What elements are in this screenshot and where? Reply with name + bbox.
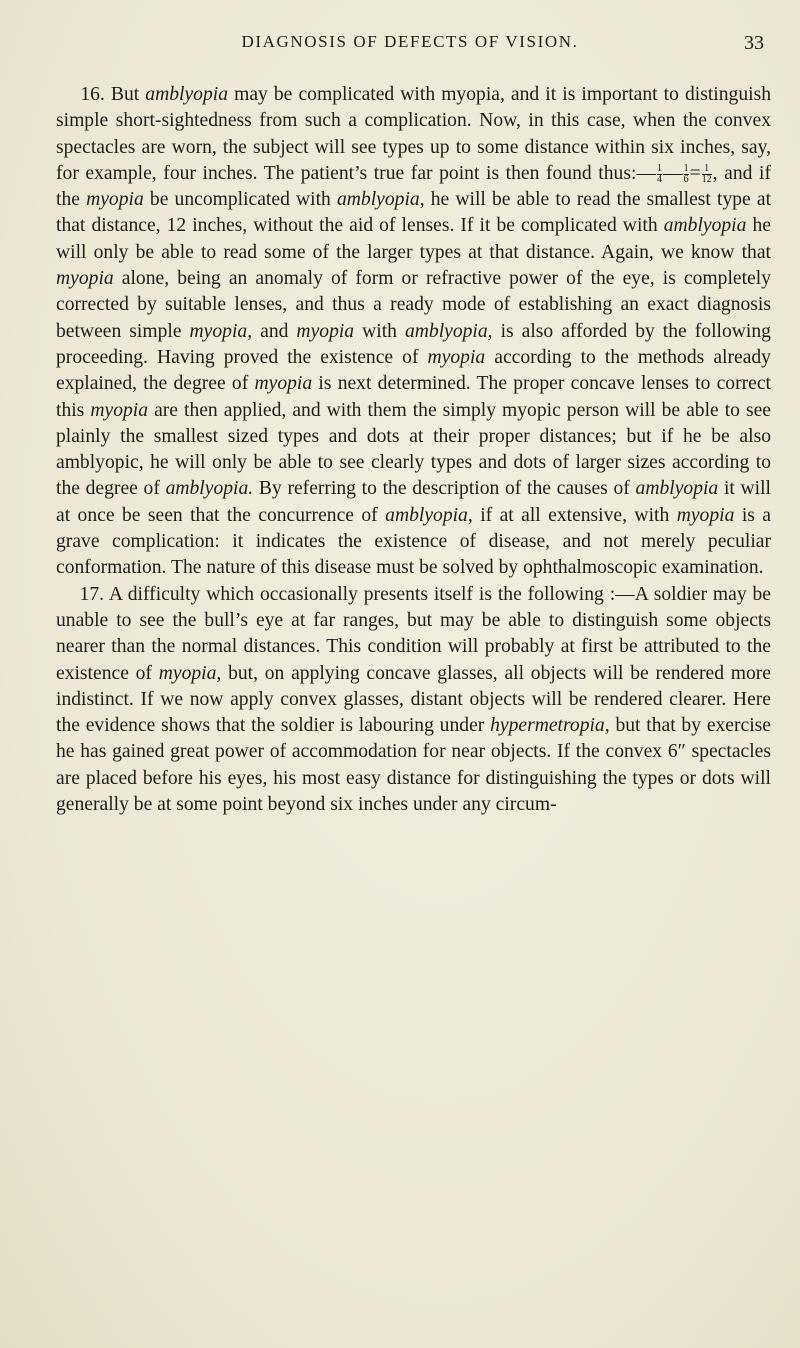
text-run: it will at once be seen that the concurrence of (56, 478, 772, 526)
italic-term: myopia (296, 320, 355, 342)
italic-term: myopia (56, 268, 114, 290)
page-number: 33 (744, 32, 764, 54)
fraction: $\frac{1}{6}$ (683, 162, 689, 185)
text-run: if at all extensive, with (480, 504, 670, 526)
running-head: DIAGNOSIS OF DEFECTS OF VISION. (241, 32, 579, 51)
italic-term: amblyopia. (165, 478, 254, 500)
text-run: according to the methods already explained, the degree of (56, 346, 771, 395)
text-run: A difficulty which occasionally presents itself is the following :—A soldier may be unable to see the bull’s eye at far ranges, but may be able to distinguish some objects nearer than the normal distances. This condition will probably at first be attributed to the existence of (56, 583, 772, 684)
text-run: be uncomplicated with (149, 189, 331, 211)
italic-term: myopia (90, 399, 149, 421)
italic-term: amblyopia, (336, 189, 425, 211)
italic-term: myopia (676, 504, 735, 526)
italic-term: hypermetropia, (490, 715, 610, 737)
equals-sign: = (689, 162, 701, 184)
text-run: and (260, 320, 289, 342)
italic-term: amblyopia, (385, 504, 473, 526)
paragraph-number: 16. (80, 84, 105, 105)
text-run: alone, being an anomaly of form or refractive power of the eye, is completely corrected by suitable lenses, and thus a ready mode of establishing an exact diagnosis between simple (56, 268, 771, 342)
italic-term: myopia, (158, 662, 222, 684)
text-run: he will only be able to read some of the larger types at that distance. Again, we know that (56, 215, 771, 263)
italic-term: amblyopia (635, 478, 719, 500)
fraction: $\frac{1}{12}$ (701, 162, 712, 185)
text-run: is a grave complication: it indicates the existence of disease, and not merely peculiar conformation. The nature of this disease must be solved by ophthalmoscopic examination. (56, 504, 771, 579)
paragraph-16 (56, 82, 771, 582)
paragraph-17 (56, 582, 771, 819)
italic-term: myopia (86, 189, 144, 211)
italic-term: amblyopia, (404, 320, 493, 342)
text-run: is next determined. The proper concave lenses to correct this (56, 373, 771, 421)
page-header (50, 32, 770, 62)
italic-term: myopia (427, 346, 486, 368)
paragraph-number: 17. (79, 583, 105, 605)
text-run: with (362, 320, 397, 342)
italic-term: amblyopia (145, 84, 228, 105)
text-run: but, on applying concave glasses, all objects will be rendered more indistinct. If we now apply convex glasses, distant objects will be rendered clearer. Here the evidence shows that the soldier is labouring under (56, 662, 772, 737)
text-run: he will be able to read the smallest type at that distance, 12 inches, without the aid of lenses. If it be complicated with (56, 189, 772, 237)
text-run: , and if the (56, 162, 771, 211)
text-run: are then applied, and with them the simply myopic person will be able to see plainly the smallest sized types and dots at their proper distances; but if he be also amblyopic, he will only be able to see clearly types and dots of larger sizes according to the degree of (56, 399, 772, 500)
minus-sign: — (662, 162, 683, 184)
text-run: but that by exercise he has gained great power of accommodation for near objects. If the convex 6″ spectacles are placed before his eyes, his most easy distance for distinguishing the types or dots will generally be at some point beyond six inches under any circum- (56, 715, 771, 816)
text-run: is also afforded by the following proceeding. Having proved the existence of (56, 320, 771, 368)
body-text (56, 82, 771, 818)
italic-term: amblyopia (663, 215, 747, 237)
text-run: By referring to the description of the causes of (258, 478, 630, 500)
italic-term: myopia, (189, 320, 253, 342)
text-run: But (110, 84, 140, 105)
fraction: $\frac{1}{4}$ (656, 162, 662, 185)
text-run: may be complicated with myopia, and it is important to distinguish simple short-sightedness from such a complication. Now, in this case, when the convex spectacles are worn, the subject will see types up to some distance within six inches, say, for example, four inches. The patient’s true far point is then found thus:— (56, 84, 771, 184)
italic-term: myopia (254, 373, 313, 395)
